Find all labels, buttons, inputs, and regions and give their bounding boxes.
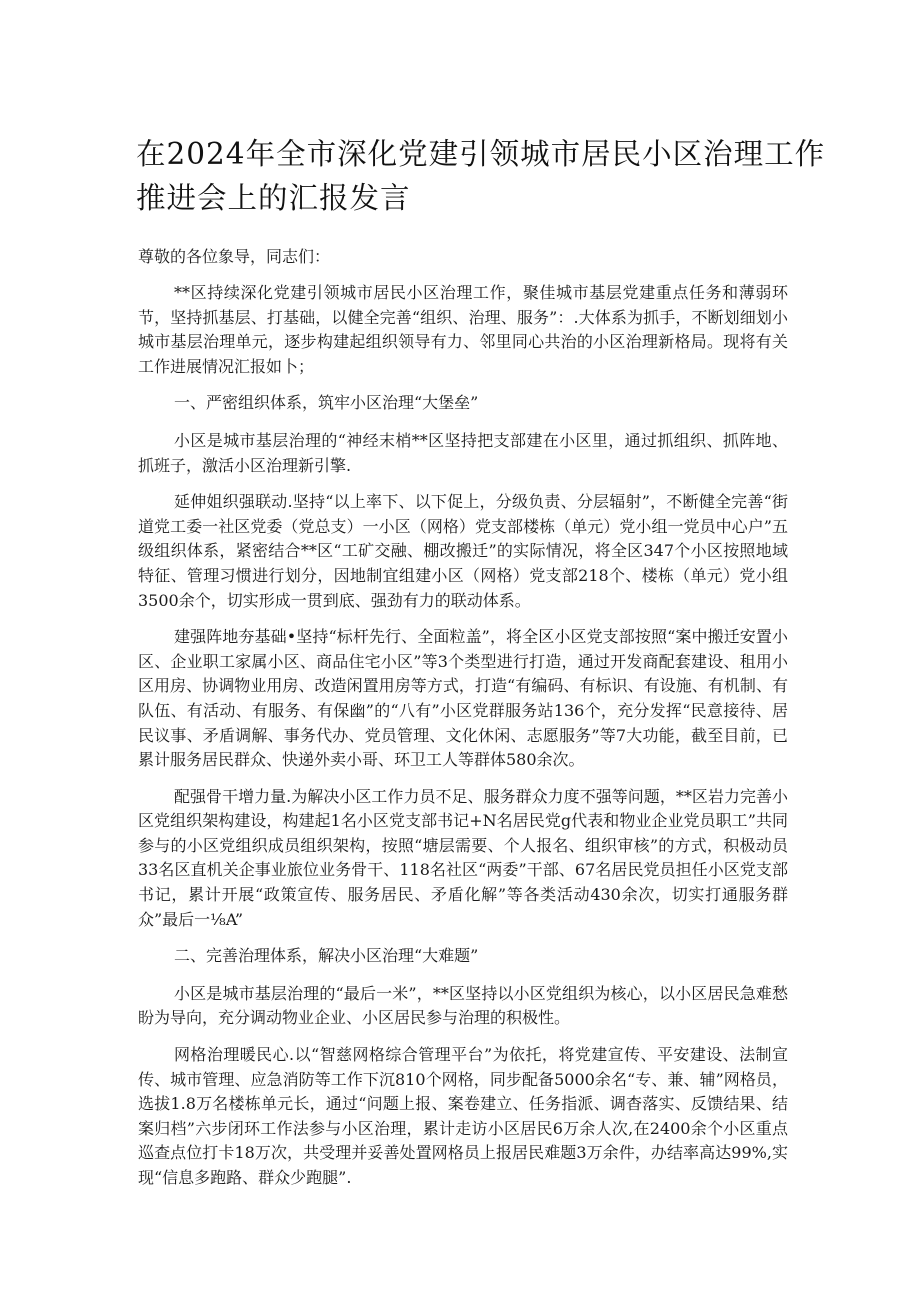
paragraph: 小区是城市基层治理的“最后一米”，**区坚持以小区党组织为核心，以小区居民急难愁盼为导向，充分调动物业企业、小区居民参与治理的积极性。 [138,983,788,1028]
title-line-2: 推进会上的汇报发言 [136,181,411,215]
paragraph: 配强骨干增力量.为解决小区工作力员不足、服务群众力度不强等问题，**区岩力完善小区党组织架构建设，构建起1名小区党支部书记+N名居民党g代表和物业企业党员职工”共同参与的小区党组织成员组织架构，按照“塘层需要、个人报名、组织审核”的方式，积极动员33名区直机关企事业旅位业务骨干、118名社区“两委”干部、67名居民党员担任小区党支部书记，累计开展“政策宣传、服务居民、矛盾化解”等各类活动430余次，切实打通服务群众”最后一⅛A” [138,786,788,929]
paragraph: 延伸姐织强联动.坚持“以上率下、以下促上，分级负责、分层辐射”，不断健全完善“街道党工委一社区党委（党总支）一小区（网格）党支部楼栋（单元）党小组一党员中心户”五级组织体系，紧密结合**区“工矿交融、棚改搬迁”的实际情况，将全区347个小区按照地域特征、管理习惯进行划分，因地制宜组建小区（网格）党支部218个、楼栋（单元）党小组3500余个，切实形成一贯到底、强劲有力的联动体系。 [138,492,788,610]
section-heading-2: 二、完善治理体系，解决小区治理“大难题” [174,946,479,966]
document-title [136,132,826,220]
paragraph-intro: **区持续深化党建引领城市居民小区治理工作，聚佳城市基层党建重点任务和薄弱环节，坚持抓基层、打基础，以健全完善“组织、治理、服务”：.大体系为抓手，不断划细划小城市基层治理单元，逐步构建起组织领导有力、邻里同心共治的小区治理新格局。现将有关工作进展情况汇报如卜； [138,283,788,376]
salutation: 尊敬的各位象导，同志们： [138,247,331,266]
title-line-1: 在2024年全市深化党建引领城市居民小区治理工作 [136,137,826,171]
section-heading-1: 一、严密组织体系，筑牢小区治理“大堡垒” [174,393,479,413]
paragraph: 网格治理暖民心.以“智慈网格综合管理平台”为依托，将党建宣传、平安建设、法制宣传、城市管理、应急消防等工作下沉810个网格，同步配备5000余名“专、兼、辅”网格员，选拔1.8万名楼栋单元长，通过“问题上报、案卷建立、任务指派、调杳落实、反馈结果、结案归档”六步闭环工作法参与小区治理，累计走访小区居民6万余人次,在2400余个小区重点巡查点位打卡18万次，共受理并妥善处置网格员上报居民难题3万余件，办结率高达99%,实现“信息多跑路、群众少跑腿”. [138,1045,788,1187]
paragraph: 小区是城市基层治理的“神经末梢**区坚持把支部建在小区里，通过抓组织、抓阵地、抓班子，激活小区治理新引擎. [138,430,788,475]
paragraph: 建强阵地夯基础•坚持“标杆先行、全面粒盖”，将全区小区党支部按照“案中搬迁安置小区、企业职工家属小区、商品住宅小区”等3个类型进行打造，通过开发商配套建设、租用小区用房、协调物业用房、改造闲置用房等方式，打造“有编码、有标识、有设施、有机制、有队伍、有活动、有服务、有保幽”的“八有”小区党群服务站136个，充分发挥“民意接待、居民议事、矛盾调解、事务代办、党员管理、文化休闲、志愿服务”等7大功能，截至目前，已累计服务居民群众、快递外卖小哥、环卫工人等群体580余次。 [138,627,788,770]
document-page [136,132,826,1203]
